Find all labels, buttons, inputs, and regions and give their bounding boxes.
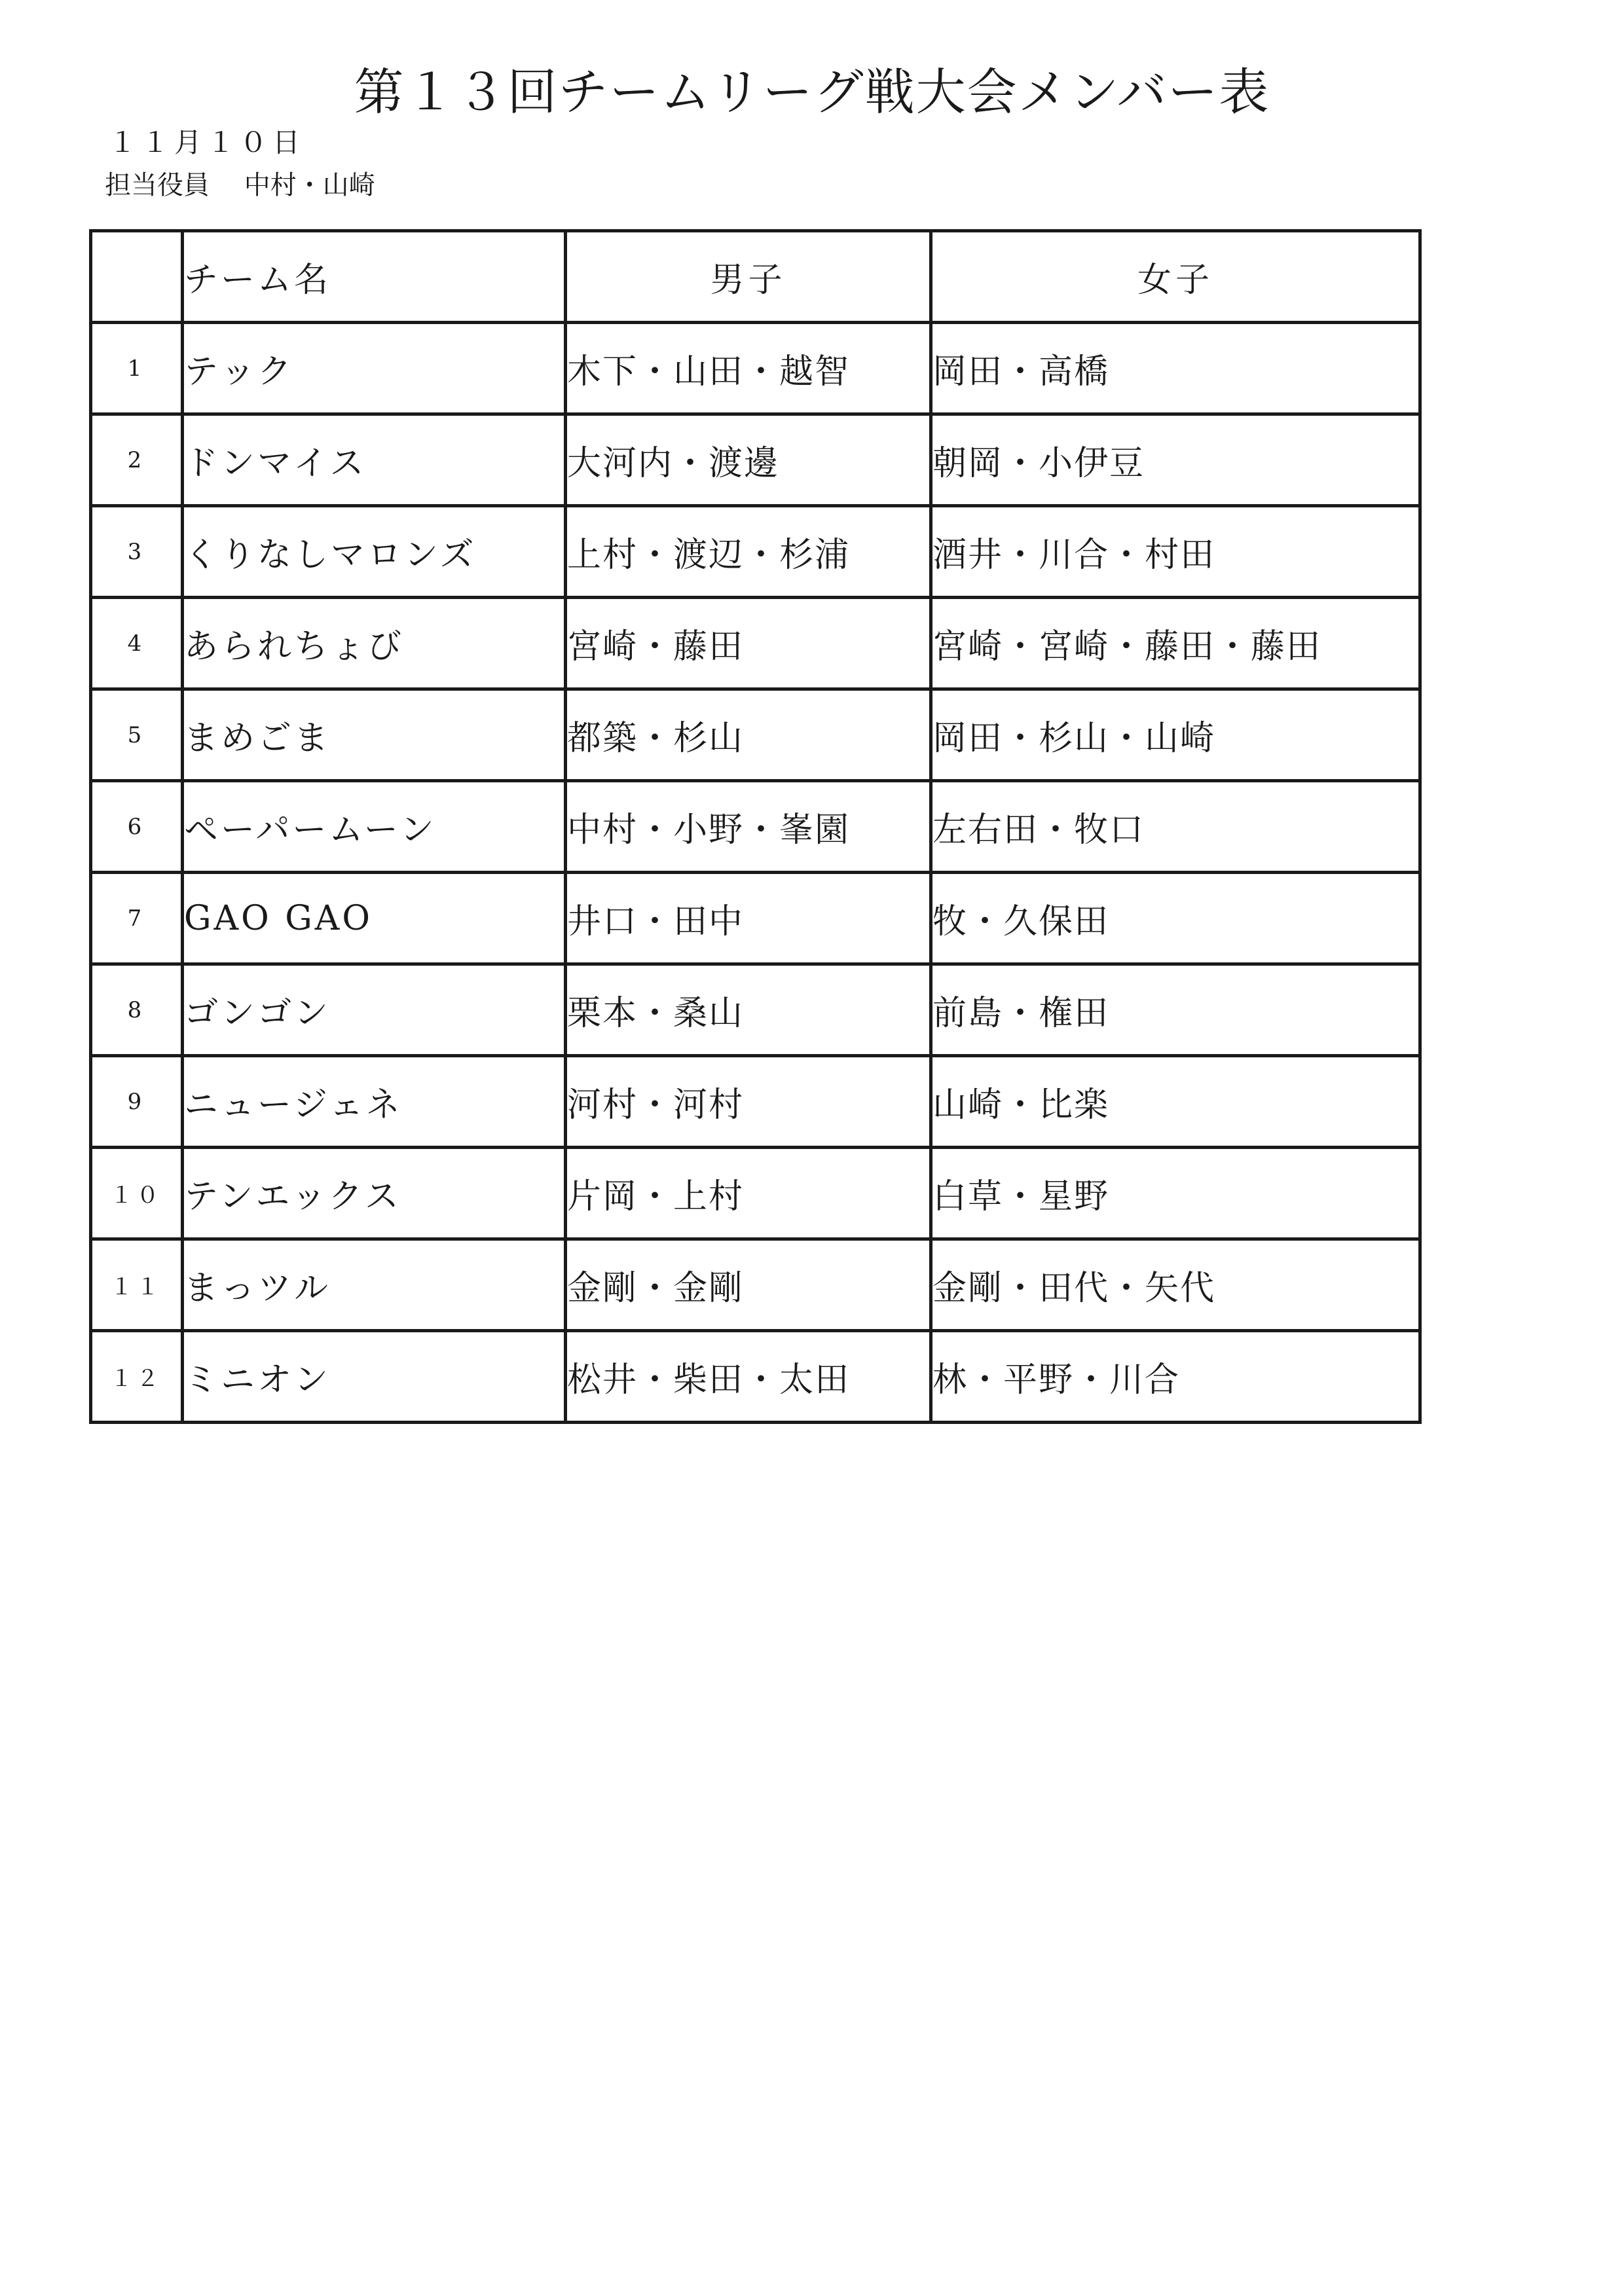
men-members: 上村・渡辺・杉浦 <box>566 506 931 598</box>
women-members: 左右田・牧口 <box>931 781 1420 873</box>
row-number: 7 <box>91 873 183 964</box>
member-table <box>89 229 1422 1424</box>
women-members: 酒井・川合・村田 <box>931 506 1420 598</box>
team-name: ドンマイス <box>183 414 566 506</box>
table-row <box>91 964 1420 1056</box>
team-name: ニュージェネ <box>183 1056 566 1148</box>
row-number: １１ <box>91 1239 183 1331</box>
row-number: 1 <box>91 323 183 414</box>
team-name: くりなしマロンズ <box>183 506 566 598</box>
team-name: GAO GAO <box>183 873 566 964</box>
table-row <box>91 873 1420 964</box>
women-members: 白草・星野 <box>931 1148 1420 1239</box>
table-row <box>91 323 1420 414</box>
row-number: 8 <box>91 964 183 1056</box>
team-name: ゴンゴン <box>183 964 566 1056</box>
men-members: 金剛・金剛 <box>566 1239 931 1331</box>
men-members: 都築・杉山 <box>566 689 931 781</box>
women-members: 朝岡・小伊豆 <box>931 414 1420 506</box>
table-row <box>91 598 1420 689</box>
men-members: 木下・山田・越智 <box>566 323 931 414</box>
women-members: 岡田・杉山・山崎 <box>931 689 1420 781</box>
men-members: 栗本・桑山 <box>566 964 931 1056</box>
row-number: 5 <box>91 689 183 781</box>
men-members: 井口・田中 <box>566 873 931 964</box>
table-row <box>91 1331 1420 1423</box>
men-members: 中村・小野・峯園 <box>566 781 931 873</box>
table-header-row <box>91 231 1420 323</box>
men-members: 片岡・上村 <box>566 1148 931 1239</box>
header-women: 女子 <box>931 231 1420 323</box>
row-number: 9 <box>91 1056 183 1148</box>
row-number: 3 <box>91 506 183 598</box>
team-name: ミニオン <box>183 1331 566 1423</box>
header-number <box>91 231 183 323</box>
team-name: まっツル <box>183 1239 566 1331</box>
table-row <box>91 1056 1420 1148</box>
row-number: 4 <box>91 598 183 689</box>
team-name: まめごま <box>183 689 566 781</box>
row-number: １２ <box>91 1331 183 1423</box>
women-members: 前島・権田 <box>931 964 1420 1056</box>
officers-in-charge: 担当役員 中村・山崎 <box>105 170 375 200</box>
row-number: 6 <box>91 781 183 873</box>
women-members: 林・平野・川合 <box>931 1331 1420 1423</box>
women-members: 岡田・高橋 <box>931 323 1420 414</box>
women-members: 牧・久保田 <box>931 873 1420 964</box>
men-members: 河村・河村 <box>566 1056 931 1148</box>
men-members: 大河内・渡邊 <box>566 414 931 506</box>
document-date: １１月１０日 <box>109 126 306 158</box>
men-members: 松井・柴田・太田 <box>566 1331 931 1423</box>
table-row <box>91 414 1420 506</box>
row-number: 2 <box>91 414 183 506</box>
header-men: 男子 <box>566 231 931 323</box>
table-row <box>91 1148 1420 1239</box>
table-row <box>91 781 1420 873</box>
men-members: 宮崎・藤田 <box>566 598 931 689</box>
table-row <box>91 1239 1420 1331</box>
women-members: 宮崎・宮崎・藤田・藤田 <box>931 598 1420 689</box>
header-team-name: チーム名 <box>183 231 566 323</box>
document-title: 第１３回チームリーグ戦大会メンバー表 <box>354 63 1270 121</box>
table-row <box>91 506 1420 598</box>
table-row <box>91 689 1420 781</box>
women-members: 山崎・比楽 <box>931 1056 1420 1148</box>
team-name: あられちょび <box>183 598 566 689</box>
team-name: ペーパームーン <box>183 781 566 873</box>
team-name: テック <box>183 323 566 414</box>
team-name: テンエックス <box>183 1148 566 1239</box>
women-members: 金剛・田代・矢代 <box>931 1239 1420 1331</box>
row-number: １０ <box>91 1148 183 1239</box>
